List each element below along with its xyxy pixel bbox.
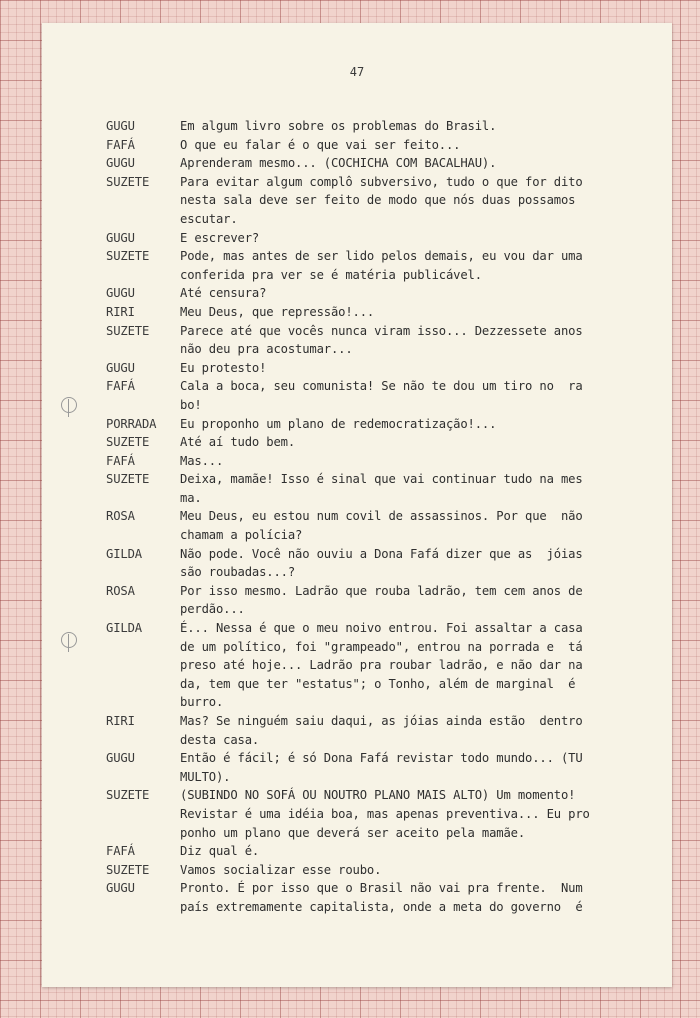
script-line xyxy=(106,138,646,157)
script-line xyxy=(106,193,646,212)
script-line xyxy=(106,212,646,231)
script-line xyxy=(106,881,646,900)
speaker-name: SUZETE xyxy=(106,472,150,487)
dialogue-text: Até censura? xyxy=(180,286,267,301)
page-number: 47 xyxy=(349,65,365,79)
dialogue-text: desta casa. xyxy=(180,732,260,747)
speaker-name: SUZETE xyxy=(106,323,150,338)
speaker-name: SUZETE xyxy=(106,249,150,264)
dialogue-text: Pronto. É por isso que o Brasil não vai pra frente. Num xyxy=(180,881,583,896)
speaker-name: FAFÁ xyxy=(106,379,135,394)
dialogue-text: Então é fácil; é só Dona Fafá revistar todo mundo... (TU xyxy=(180,751,583,766)
speaker-name: SUZETE xyxy=(106,435,150,450)
script-line xyxy=(106,305,646,324)
script-line xyxy=(106,621,646,640)
script-line xyxy=(106,565,646,584)
speaker-name: SUZETE xyxy=(106,862,150,877)
script-line xyxy=(106,417,646,436)
dialogue-text: de um político, foi "grampeado", entrou na porrada e tá xyxy=(180,639,583,654)
script-line xyxy=(106,231,646,250)
dialogue-text: Para evitar algum complô subversivo, tudo o que for dito xyxy=(180,174,583,189)
dialogue-text: Em algum livro sobre os problemas do Brasil. xyxy=(180,119,497,133)
dialogue-text: Meu Deus, que repressão!... xyxy=(180,304,375,319)
script-line xyxy=(106,286,646,305)
dialogue-text: conferida pra ver se é matéria publicável. xyxy=(180,267,482,282)
dialogue-text: Eu protesto! xyxy=(180,360,267,375)
dialogue-text: Eu proponho um plano de redemocratização!... xyxy=(180,416,497,431)
dialogue-text: O que eu falar é o que vai ser feito... xyxy=(180,137,461,152)
script-line xyxy=(106,324,646,343)
dialogue-text: Aprenderam mesmo... (COCHICHA COM BACALHAU). xyxy=(180,156,497,171)
speaker-name: ROSA xyxy=(106,509,135,524)
dialogue-text: ma. xyxy=(180,490,202,505)
dialogue-text: Parece até que vocês nunca viram isso... Dezzessete anos xyxy=(180,323,583,338)
speaker-name: ROSA xyxy=(106,583,135,598)
dialogue-text: chamam a polícia? xyxy=(180,528,303,543)
script-line xyxy=(106,770,646,789)
script-line xyxy=(106,156,646,175)
dialogue-text: MULTO). xyxy=(180,769,231,784)
dialogue-text: E escrever? xyxy=(180,230,260,245)
script-line xyxy=(106,658,646,677)
dialogue-text: não deu pra acostumar... xyxy=(180,342,353,357)
script-line xyxy=(106,119,646,138)
dialogue-text: nesta sala deve ser feito de modo que nós duas possamos xyxy=(180,193,576,208)
dialogue-text: país extremamente capitalista, onde a meta do governo é xyxy=(180,899,583,914)
dialogue-text: Deixa, mamãe! Isso é sinal que vai continuar tudo na mes xyxy=(180,472,583,487)
script-line xyxy=(106,268,646,287)
speaker-name: GUGU xyxy=(106,286,135,301)
script-line xyxy=(106,844,646,863)
script-line xyxy=(106,807,646,826)
speaker-name: RIRI xyxy=(106,304,135,319)
script-line xyxy=(106,342,646,361)
script-line xyxy=(106,602,646,621)
dialogue-text: ponho um plano que deverá ser aceito pela mamãe. xyxy=(180,825,525,840)
punch-hole-mark-icon xyxy=(61,397,77,413)
speaker-name: GUGU xyxy=(106,360,135,375)
dialogue-text: Vamos socializar esse roubo. xyxy=(180,862,382,877)
dialogue-text: Pode, mas antes de ser lido pelos demais, eu vou dar uma xyxy=(180,249,583,264)
script-line xyxy=(106,398,646,417)
script-line xyxy=(106,361,646,380)
speaker-name: SUZETE xyxy=(106,788,150,803)
script-line xyxy=(106,454,646,473)
speaker-name: GUGU xyxy=(106,156,135,171)
speaker-name: GILDA xyxy=(106,546,142,561)
dialogue-text: Mas... xyxy=(180,453,224,468)
script-line xyxy=(106,640,646,659)
speaker-name: SUZETE xyxy=(106,174,150,189)
script-line xyxy=(106,733,646,752)
script-line xyxy=(106,584,646,603)
script-line xyxy=(106,677,646,696)
speaker-name: GUGU xyxy=(106,881,135,896)
speaker-name: FAFÁ xyxy=(106,453,135,468)
script-line xyxy=(106,472,646,491)
script-line xyxy=(106,175,646,194)
dialogue-text: É... Nessa é que o meu noivo entrou. Foi assaltar a casa xyxy=(180,621,583,636)
dialogue-text: escutar. xyxy=(180,211,238,226)
script-line xyxy=(106,379,646,398)
dialogue-text: (SUBINDO NO SOFÁ OU NOUTRO PLANO MAIS ALTO) Um momento! xyxy=(180,788,576,803)
dialogue-text: bo! xyxy=(180,397,202,412)
script-line xyxy=(106,695,646,714)
script-line xyxy=(106,863,646,882)
script-line xyxy=(106,788,646,807)
speaker-name: GUGU xyxy=(106,119,135,133)
script-line xyxy=(106,900,646,919)
dialogue-text: burro. xyxy=(180,695,224,710)
script-line xyxy=(106,714,646,733)
dialogue-text: Não pode. Você não ouviu a Dona Fafá dizer que as jóias xyxy=(180,546,583,561)
script-line xyxy=(106,826,646,845)
typed-page xyxy=(42,23,672,987)
speaker-name: GILDA xyxy=(106,621,142,636)
punch-hole-mark-icon xyxy=(61,632,77,648)
dialogue-text: da, tem que ter "estatus"; o Tonho, além de marginal é xyxy=(180,676,576,691)
script-line xyxy=(106,751,646,770)
speaker-name: GUGU xyxy=(106,751,135,766)
dialogue-text: Revistar é uma idéia boa, mas apenas preventiva... Eu pro xyxy=(180,806,590,821)
dialogue-text: Meu Deus, eu estou num covil de assassinos. Por que não xyxy=(180,509,583,524)
speaker-name: RIRI xyxy=(106,714,135,728)
script-line xyxy=(106,491,646,510)
dialogue-text: Até aí tudo bem. xyxy=(180,435,295,450)
speaker-name: FAFÁ xyxy=(106,844,135,859)
dialogue-text: Por isso mesmo. Ladrão que rouba ladrão, tem cem anos de xyxy=(180,583,583,598)
dialogue-text: Cala a boca, seu comunista! Se não te dou um tiro no ra xyxy=(180,379,583,394)
script-line xyxy=(106,435,646,454)
speaker-name: PORRADA xyxy=(106,416,157,431)
script-body xyxy=(106,119,646,919)
dialogue-text: perdão... xyxy=(180,602,245,617)
speaker-name: GUGU xyxy=(106,230,135,245)
script-line xyxy=(106,509,646,528)
dialogue-text: Diz qual é. xyxy=(180,844,260,859)
script-line xyxy=(106,249,646,268)
script-line xyxy=(106,528,646,547)
dialogue-text: preso até hoje... Ladrão pra roubar ladrão, e não dar na xyxy=(180,658,583,673)
speaker-name: FAFÁ xyxy=(106,137,135,152)
dialogue-text: Mas? Se ninguém saiu daqui, as jóias ainda estão dentro xyxy=(180,714,583,728)
script-line xyxy=(106,547,646,566)
dialogue-text: são roubadas...? xyxy=(180,565,295,580)
